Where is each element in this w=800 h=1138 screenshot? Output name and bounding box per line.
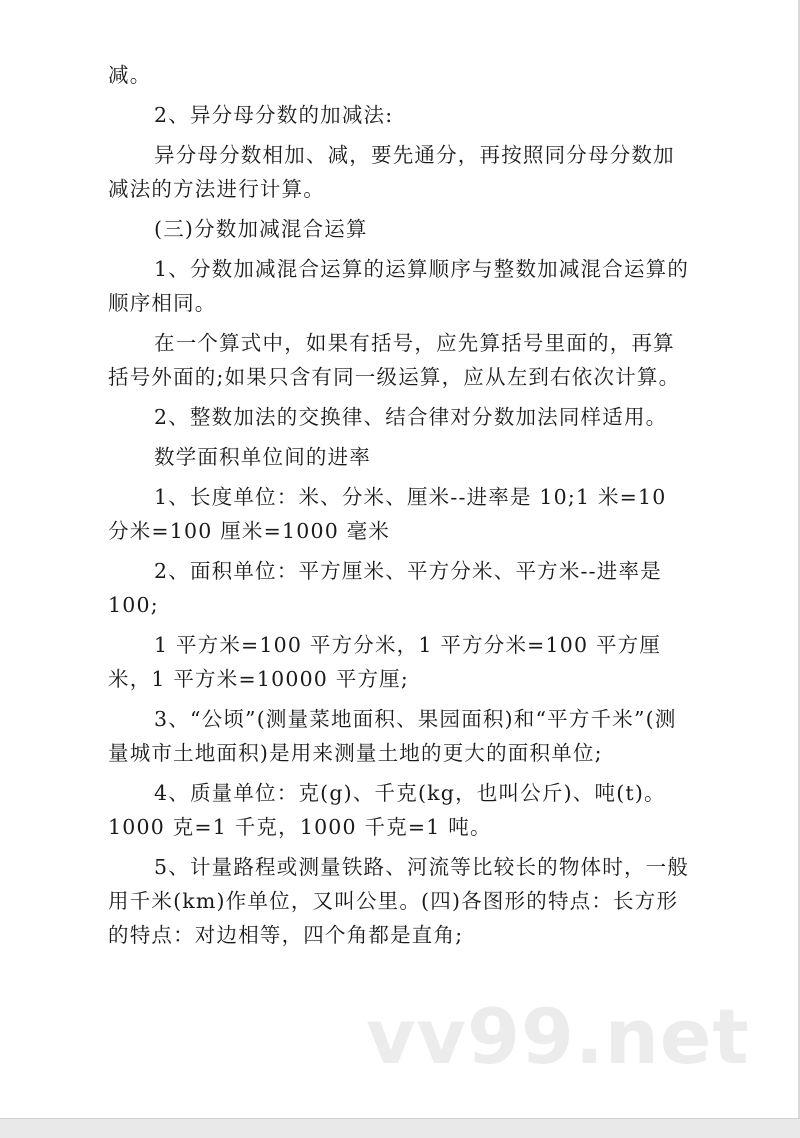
paragraph: 4、质量单位：克(g)、千克(kg，也叫公斤)、吨(t)。1000 克=1 千克，1000 千克=1 吨。 (108, 781, 666, 839)
paragraph: 2、整数加法的交换律、结合律对分数加法同样适用。 (154, 405, 668, 429)
paragraph: 2、异分母分数的加减法: (154, 103, 394, 127)
paragraph: 1 平方米=100 平方分米，1 平方分米=100 平方厘米，1 平方米=10000 平方厘; (108, 633, 662, 691)
page-bottom-edge (0, 1118, 800, 1138)
section-heading: 数学面积单位间的进率 (154, 445, 371, 469)
paragraph: 2、面积单位：平方厘米、平方分米、平方米--进率是 100; (108, 559, 662, 617)
section-heading: (三)分数加减混合运算 (154, 217, 368, 241)
paragraph: 减。 (108, 63, 152, 87)
paragraph: 异分母分数相加、减，要先通分，再按照同分母分数加减法的方法进行计算。 (108, 143, 675, 201)
paragraph: 5、计量路程或测量铁路、河流等比较长的物体时，一般用千米(km)作单位，又叫公里。(四)各图形的特点：长方形的特点：对边相等，四个角都是直角; (108, 855, 690, 947)
watermark: vv99.net (366, 992, 750, 1081)
document-body (108, 58, 693, 952)
paragraph: 1、分数加减混合运算的运算顺序与整数加减混合运算的顺序相同。 (108, 257, 690, 315)
paragraph: 在一个算式中，如果有括号，应先算括号里面的，再算括号外面的;如果只含有同一级运算，应从左到右依次计算。 (108, 331, 681, 389)
paragraph: 1、长度单位：米、分米、厘米--进率是 10;1 米=10 分米=100 厘米=1000 毫米 (108, 485, 667, 543)
paragraph: 3、“公顷”(测量菜地面积、果园面积)和“平方千米”(测量城市土地面积)是用来测量土地的更大的面积单位; (108, 707, 677, 765)
